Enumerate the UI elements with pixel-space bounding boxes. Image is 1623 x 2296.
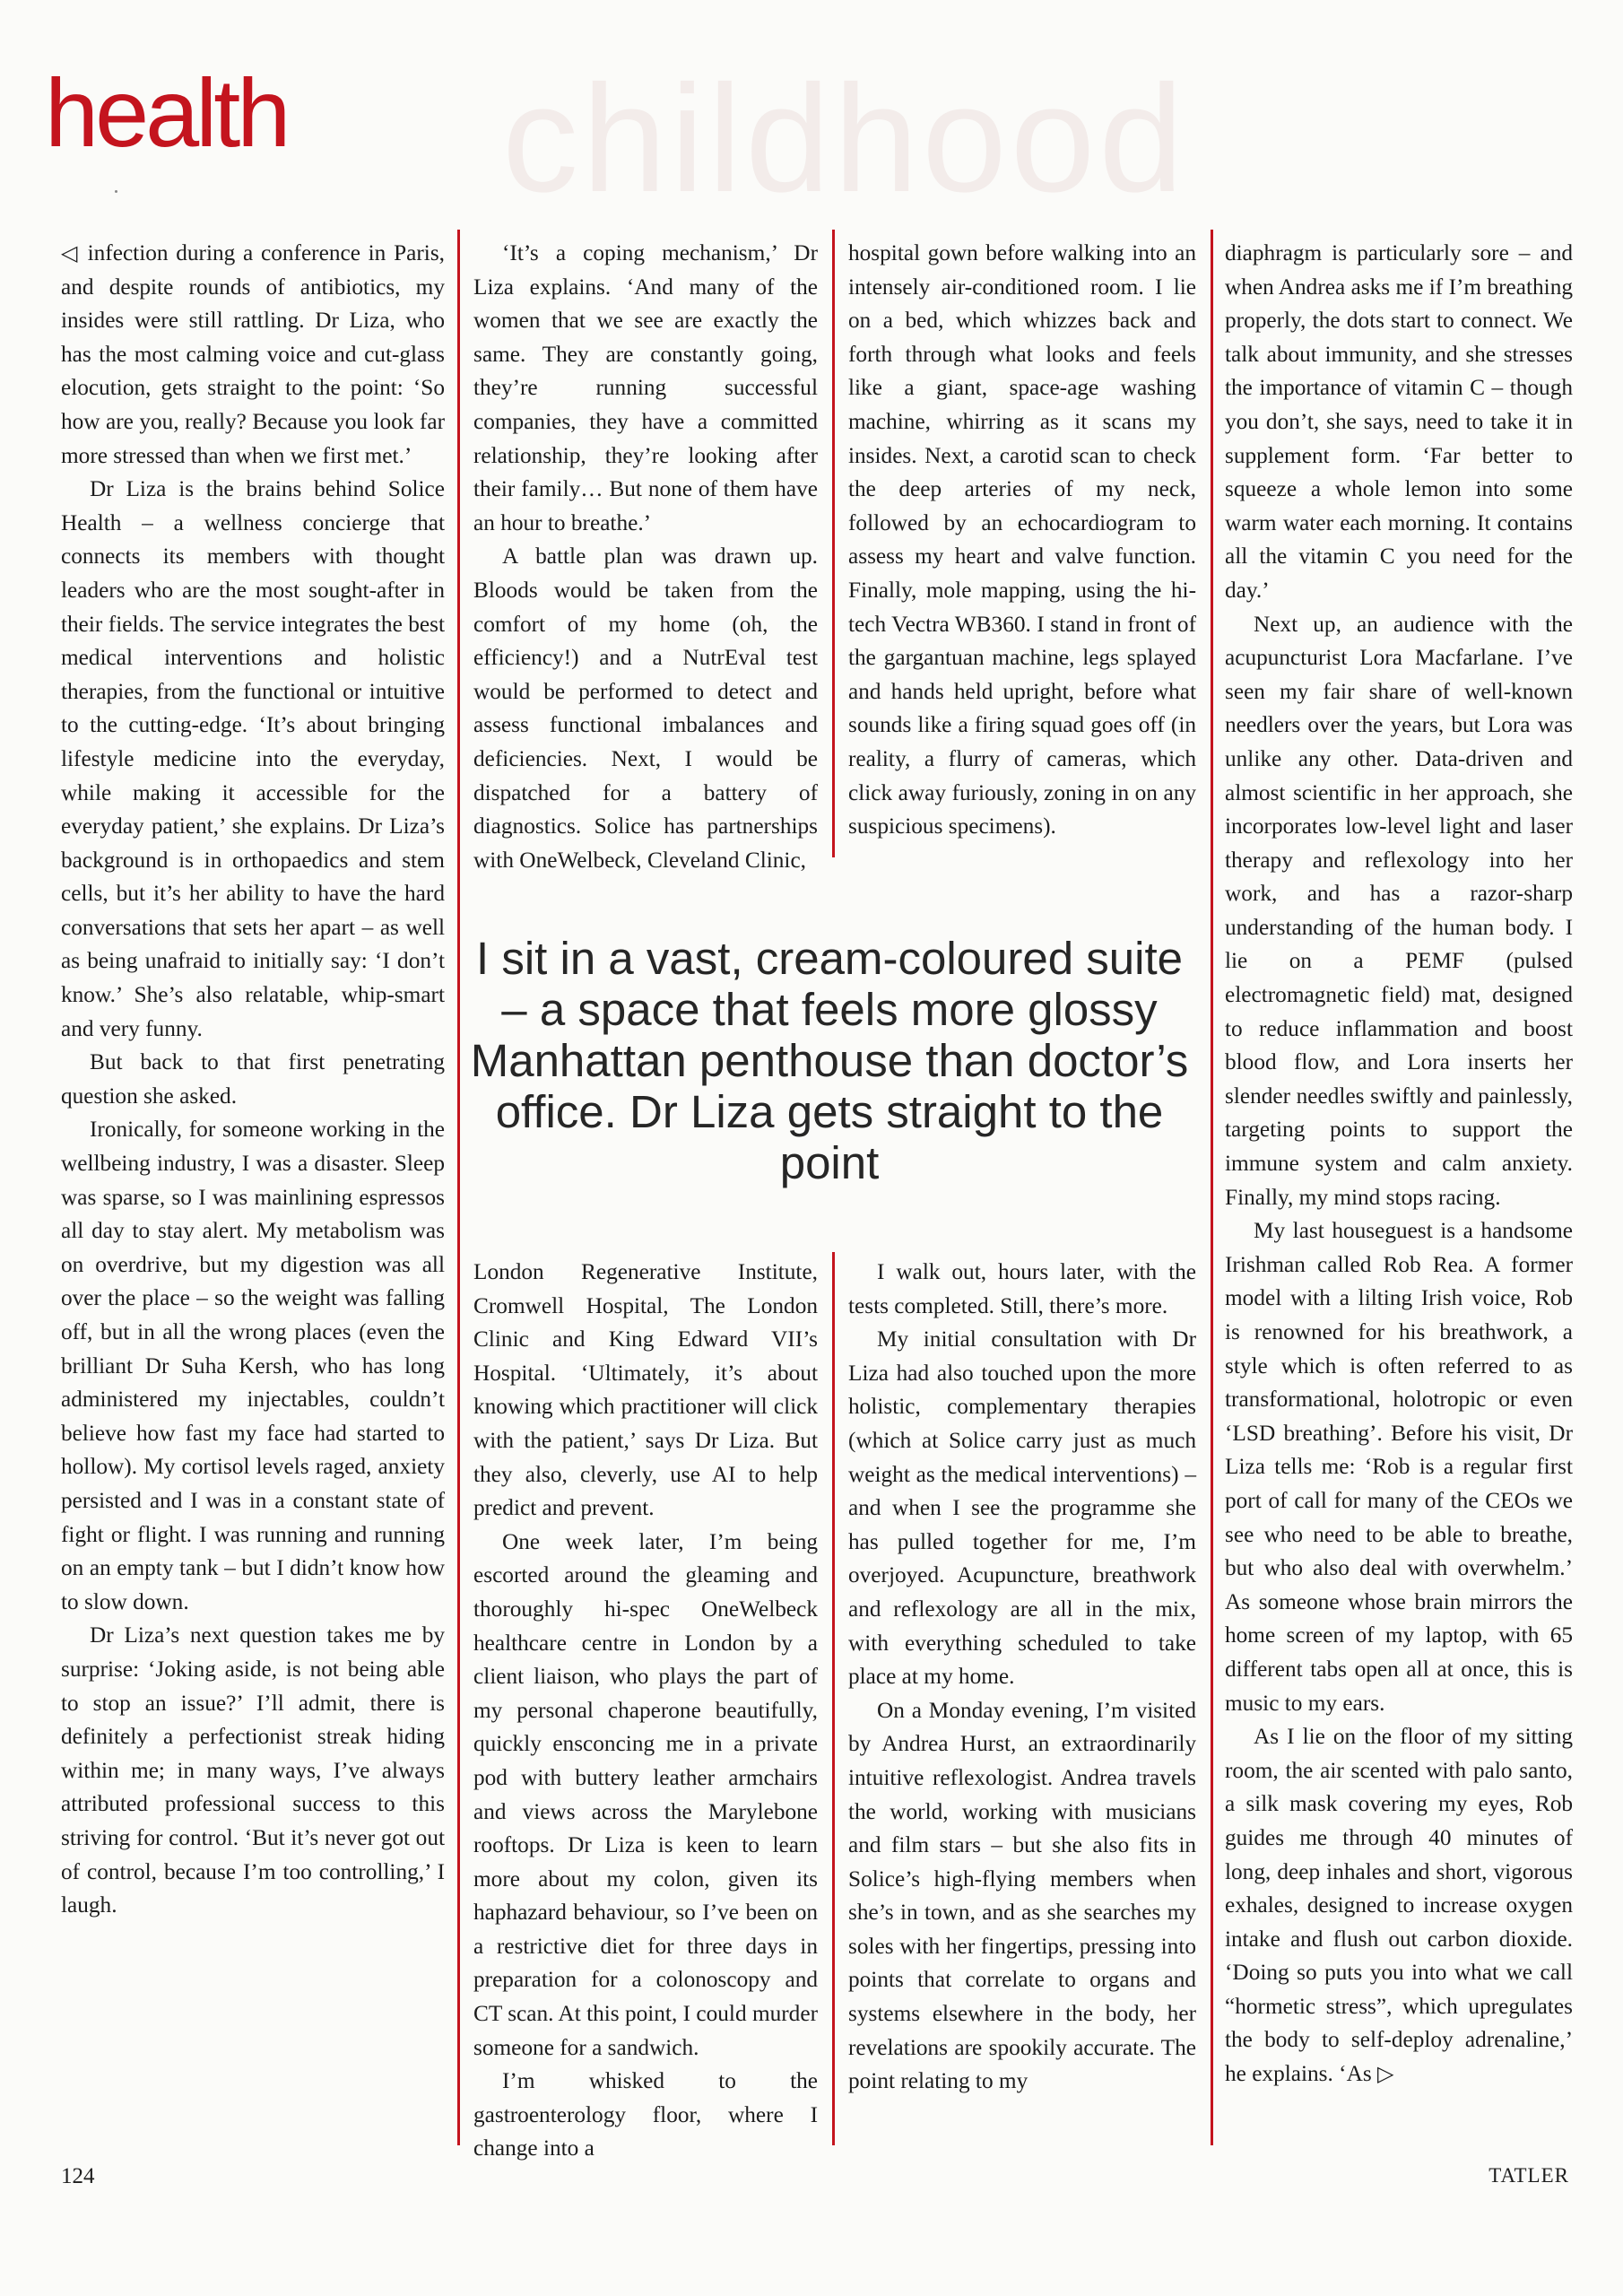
paragraph: hospital gown before walking into an intensely air-conditioned room. I lie on a bed, which whizzes back and forth through what looks and feels like a giant, space-age washing machine, whirring as it scans my insides. Next, a carotid scan to check the deep arteries of my neck, followed by an echocardiogram to assess my heart and valve function. Finally, mole mapping, using the hi-tech Vectra WB360. I stand in front of the gargantuan machine, legs splayed and hands held upright, before what sounds like a firing squad goes off (in reality, a flurry of cameras, which click away furiously, zoning in on any suspicious specimens). bbox=[848, 240, 1196, 839]
column-3-top bbox=[848, 237, 1196, 844]
paragraph: On a Monday evening, I’m visited by Andrea Hurst, an extraordinarily intuitive reflexologist. Andrea travels the world, working with musicians and film stars – but she also fits in Solice’s high-flying members when she’s in town, and as she searches my soles with her fingertips, pressing into points that correlate to organs and systems elsewhere in the body, her revelations are spookily accurate. The point relating to my bbox=[848, 1697, 1196, 2094]
column-2-bottom bbox=[473, 1256, 818, 2166]
pull-quote: I sit in a vast, cream-coloured suite – a space that feels more glossy Manhattan penthouse than doctor’s office. Dr Liza gets straight to the point bbox=[470, 933, 1189, 1188]
paragraph: I’m whisked to the gastroenterology floor, where I change into a bbox=[473, 2068, 818, 2161]
paragraph: diaphragm is particularly sore – and when Andrea asks me if I’m breathing properly, the dots start to connect. We talk about immunity, and she stresses the importance of vitamin C – though you don’t, she says, need to take it in supplement form. ‘Far better to squeeze a whole lemon into some warm water each morning. It contains all the vitamin C you need for the day.’ bbox=[1225, 240, 1573, 603]
paragraph-text: As I lie on the floor of my sitting room, the air scented with palo santo, a silk mask covering my eyes, Rob guides me through 40 minutes of long, deep inhales and short, vigorous exhales, designed to increase oxygen intake and flush out carbon dioxide. ‘Doing so puts you into what we call “hormetic stress”, which upregulates the body to self-deploy adrenaline,’ he explains. ‘As bbox=[1225, 1724, 1573, 2087]
paragraph: London Regenerative Institute, Cromwell Hospital, The London Clinic and King Edward VII’s Hospital. ‘Ultimately, it’s about knowing which practitioner will click with the patient,’ says Dr Liza. But they also, cleverly, use AI to help predict and prevent. bbox=[473, 1259, 818, 1521]
section-title: health bbox=[45, 58, 288, 167]
column-2-top bbox=[473, 237, 818, 877]
column-3-bottom bbox=[848, 1256, 1196, 2099]
publication-name: TATLER bbox=[1488, 2164, 1569, 2187]
decorative-dot bbox=[115, 190, 117, 193]
paragraph: One week later, I’m being escorted around the gleaming and thoroughly hi-spec OneWelbeck healthcare centre in London by a client liaison, who plays the part of my personal chaperone beautifully, quickly ensconcing me in a private pod with buttery leather armchairs and views across the Marylebone rooftops. Dr Liza is keen to learn more about my colon, given its haphazard behaviour, so I’ve been on a restrictive diet for three days in preparation for a colonoscopy and CT scan. At this point, I could murder someone for a sandwich. bbox=[473, 1528, 818, 2060]
continuation-arrow-icon: ◁ bbox=[61, 240, 80, 265]
continues-arrow-icon: ▷ bbox=[1377, 2061, 1394, 2087]
paragraph: Next up, an audience with the acupuncturist Lora Macfarlane. I’ve seen my fair share of well-known needlers over the years, but Lora was unlike any other. Data-driven and almost scientific in her approach, she incorporates low-level light and laser therapy and reflexology into her work, and has a razor-sharp understanding of the human body. I lie on a PEMF (pulsed electromagnetic field) mat, designed to reduce inflammation and boost blood flow, and Lora inserts her slender needles swiftly and painlessly, targeting points to support the immune system and calm anxiety. Finally, my mind stops racing. bbox=[1225, 611, 1573, 1210]
paragraph: I walk out, hours later, with the tests completed. Still, there’s more. bbox=[848, 1259, 1196, 1318]
page-number: 124 bbox=[61, 2164, 95, 2188]
paragraph-text: infection during a conference in Paris, and despite rounds of antibiotics, my insides were still rattling. Dr Liza, who has the most calming voice and cut-glass elocution, gets straight to the point: ‘So how are you, really? Because you look far more stressed than when we first met.’ bbox=[61, 240, 445, 468]
column-rule bbox=[832, 230, 835, 857]
paragraph: A battle plan was drawn up. Bloods would be taken from the comfort of my home (oh, the efficiency!) and a NutrEval test would be performed to detect and assess functional imbalances and deficiencies. Next, I would be dispatched for a battery of diagnostics. Solice has partnerships with OneWelbeck, Cleveland Clinic, bbox=[473, 544, 818, 873]
paragraph: Ironically, for someone working in the wellbeing industry, I was a disaster. Sleep was sparse, so I was mainlining espressos all day to stay alert. My metabolism was on overdrive, but my digestion was all over the place – so the weight was falling off, but in all the wrong places (even the brilliant Dr Suha Kersh, who has long administered my injectables, couldn’t believe how fast my face had started to hollow). My cortisol levels raged, anxiety persisted and I was in a constant state of fight or flight. I was running and running on an empty tank – but I didn’t know how to slow down. bbox=[61, 1117, 445, 1614]
paragraph: But back to that first penetrating question she asked. bbox=[61, 1049, 445, 1109]
paragraph bbox=[61, 237, 445, 473]
paragraph: My initial consultation with Dr Liza had also touched upon the more holistic, complementary therapies (which at Solice carry just as much weight as the medical interventions) – and when I see the programme she has pulled together for me, I’m overjoyed. Acupuncture, breathwork and reflexology are all in the mix, with everything scheduled to take place at my home. bbox=[848, 1326, 1196, 1690]
column-rule bbox=[832, 1252, 835, 2145]
paragraph: Dr Liza’s next question takes me by surprise: ‘Joking aside, is not being able to stop an issue?’ I’ll admit, there is definitely a perfectionist streak hiding within me; in many ways, I’ve always attributed professional success to this striving for control. ‘But it’s never got out of control, because I’m too controlling,’ I laugh. bbox=[61, 1622, 445, 1918]
column-rule bbox=[457, 230, 460, 2145]
paragraph bbox=[1225, 1720, 1573, 2092]
paragraph: Dr Liza is the brains behind Solice Health – a wellness concierge that connects its members with thought leaders who are the most sought-after in their fields. The service integrates the best medical interventions and holistic therapies, from the functional or intuitive to the cutting-edge. ‘It’s about bringing lifestyle medicine into the everyday, while making it accessible for the everyday patient,’ she explains. Dr Liza’s background is in orthopaedics and stem cells, but it’s her ability to have the hard conversations that sets her apart – as well as being unafraid to initially say: ‘I don’t know.’ She’s also relatable, whip-smart and very funny. bbox=[61, 476, 445, 1041]
column-1 bbox=[61, 237, 445, 1923]
background-watermark: childhood bbox=[502, 54, 1187, 224]
column-4 bbox=[1225, 237, 1573, 2092]
paragraph: My last houseguest is a handsome Irishman called Rob Rea. A former model with a lilting Irish voice, Rob is renowned for his breathwork, a style which is often referred to as transformational, holotropic or even ‘LSD breathing’. Before his visit, Dr Liza tells me: ‘Rob is a regular first port of call for many of the CEOs we see who need to be able to breathe, but who also deal with overwhelm.’ As someone whose brain mirrors the home screen of my laptop, with 65 different tabs open all at once, this is music to my ears. bbox=[1225, 1218, 1573, 1716]
paragraph: ‘It’s a coping mechanism,’ Dr Liza explains. ‘And many of the women that we see are exactly the same. They are constantly going, they’re running successful companies, they have a committed relationship, they’re looking after their family… But none of them have an hour to breathe.’ bbox=[473, 240, 818, 535]
column-rule bbox=[1211, 230, 1213, 2145]
